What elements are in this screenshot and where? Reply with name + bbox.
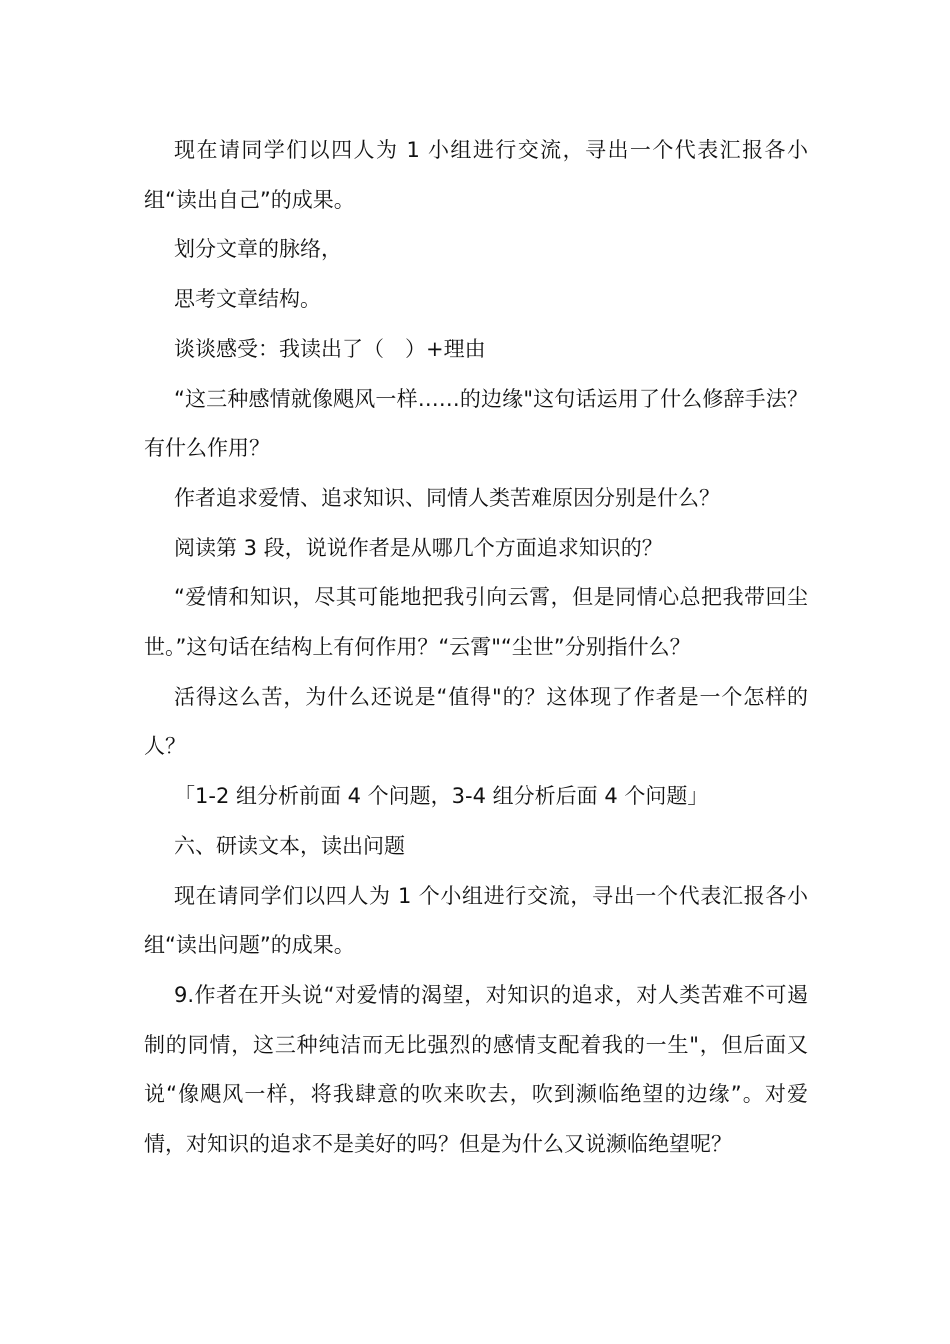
paragraph-group-assignment: 「1-2 组分析前面 4 个问题，3-4 组分析后面 4 个问题」 bbox=[174, 784, 709, 809]
document-body bbox=[144, 126, 808, 1170]
paragraph-question-structure-role: “爱情和知识，尽其可能地把我引向云霄，但是同情心总把我带回尘世。”这句话在结构上有何作用？“云霄"“尘世”分别指什么？ bbox=[144, 585, 808, 660]
paragraph-question-paragraph-3: 阅读第 3 段，说说作者是从哪几个方面追求知识的？ bbox=[174, 535, 663, 560]
paragraph-divide-structure: 划分文章的脉络， bbox=[174, 237, 342, 262]
paragraph-question-rhetoric: “这三种感情就像飓风一样……的边缘"这句话运用了什么修辞手法？有什么作用？ bbox=[144, 386, 808, 461]
section-heading-six: 六、研读文本，读出问题 bbox=[174, 833, 405, 858]
paragraph-question-worth-living: 活得这么苦，为什么还说是“值得"的？这体现了作者是一个怎样的人？ bbox=[144, 684, 808, 759]
paragraph-question-9: 9.作者在开头说“对爱情的渴望，对知识的追求，对人类苦难不可遏制的同情，这三种纯洁而无比强烈的感情支配着我的一生"，但后面又说“像飓风一样，将我肆意的吹来吹去，吹到濒临绝望的边缘”。对爱情，对知识的追求不是美好的吗？但是为什么又说濒临绝望呢？ bbox=[144, 982, 808, 1157]
paragraph-share-feelings: 谈谈感受：我读出了（ ）+理由 bbox=[174, 336, 486, 361]
paragraph-question-reasons: 作者追求爱情、追求知识、同情人类苦难原因分别是什么？ bbox=[174, 485, 720, 510]
paragraph-group-report-questions: 现在请同学们以四人为 1 个小组进行交流，寻出一个代表汇报各小组“读出问题”的成果。 bbox=[144, 883, 808, 958]
paragraph-group-report-intro: 现在请同学们以四人为 1 小组进行交流，寻出一个代表汇报各小组“读出自己”的成果。 bbox=[144, 138, 808, 212]
paragraph-think-structure: 思考文章结构。 bbox=[174, 287, 321, 312]
